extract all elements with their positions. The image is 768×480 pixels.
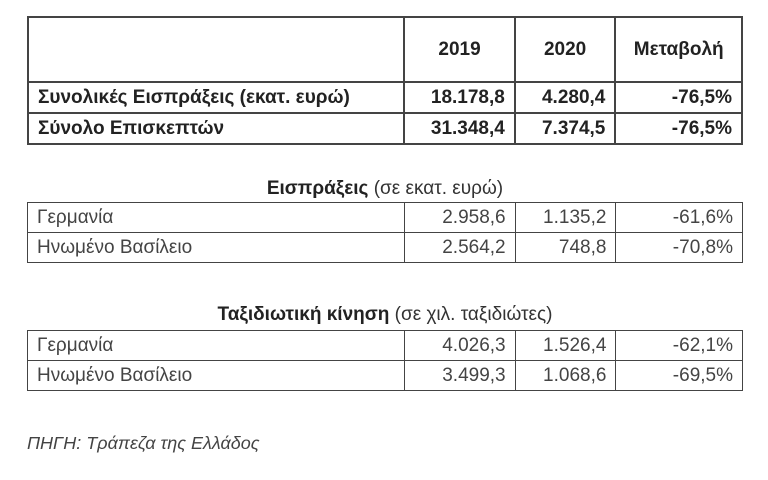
summary-header-row — [28, 17, 742, 82]
receipts-caption — [27, 178, 743, 200]
receipts-caption-unit: (σε εκατ. ευρώ) — [368, 178, 504, 199]
value-change: -70,8% — [616, 233, 743, 263]
value-2020: 1.526,4 — [515, 331, 616, 361]
row-label: Γερμανία — [28, 331, 405, 361]
row-label: Σύνολο Επισκεπτών — [28, 113, 404, 144]
receipts-row-uk — [28, 233, 743, 263]
receipts-row-germany — [28, 203, 743, 233]
value-2019: 18.178,8 — [404, 82, 515, 113]
summary-row-receipts — [28, 82, 742, 113]
travel-caption-unit: (σε χιλ. ταξιδιώτες) — [389, 304, 553, 325]
source-note: ΠΗΓΗ: Τράπεζα της Ελλάδος — [27, 433, 260, 453]
value-2020: 4.280,4 — [515, 82, 616, 113]
value-2020: 1.135,2 — [515, 203, 616, 233]
travel-table — [27, 330, 743, 391]
value-change: -62,1% — [616, 331, 743, 361]
value-2020: 7.374,5 — [515, 113, 616, 144]
header-empty-cell — [28, 17, 404, 82]
travel-caption-bold: Ταξιδιωτική κίνηση — [217, 304, 390, 325]
summary-table — [27, 16, 743, 145]
row-label: Συνολικές Εισπράξεις (εκατ. ευρώ) — [28, 82, 404, 113]
value-2019: 3.499,3 — [404, 361, 515, 391]
header-change: Μεταβολή — [615, 17, 742, 82]
header-2019: 2019 — [404, 17, 515, 82]
value-2019: 31.348,4 — [404, 113, 515, 144]
header-2020: 2020 — [515, 17, 616, 82]
receipts-table — [27, 202, 743, 263]
receipts-caption-bold: Εισπράξεις — [266, 178, 369, 199]
value-2019: 2.958,6 — [404, 203, 515, 233]
value-2020: 748,8 — [515, 233, 616, 263]
value-change: -76,5% — [615, 113, 742, 144]
value-2019: 4.026,3 — [404, 331, 515, 361]
value-2019: 2.564,2 — [404, 233, 515, 263]
value-change: -61,6% — [616, 203, 743, 233]
value-change: -69,5% — [616, 361, 743, 391]
travel-caption — [27, 304, 743, 326]
travel-row-germany — [28, 331, 743, 361]
travel-row-uk — [28, 361, 743, 391]
summary-row-visitors — [28, 113, 742, 144]
row-label: Ηνωμένο Βασίλειο — [28, 361, 405, 391]
value-2020: 1.068,6 — [515, 361, 616, 391]
row-label: Ηνωμένο Βασίλειο — [28, 233, 405, 263]
row-label: Γερμανία — [28, 203, 405, 233]
value-change: -76,5% — [615, 82, 742, 113]
